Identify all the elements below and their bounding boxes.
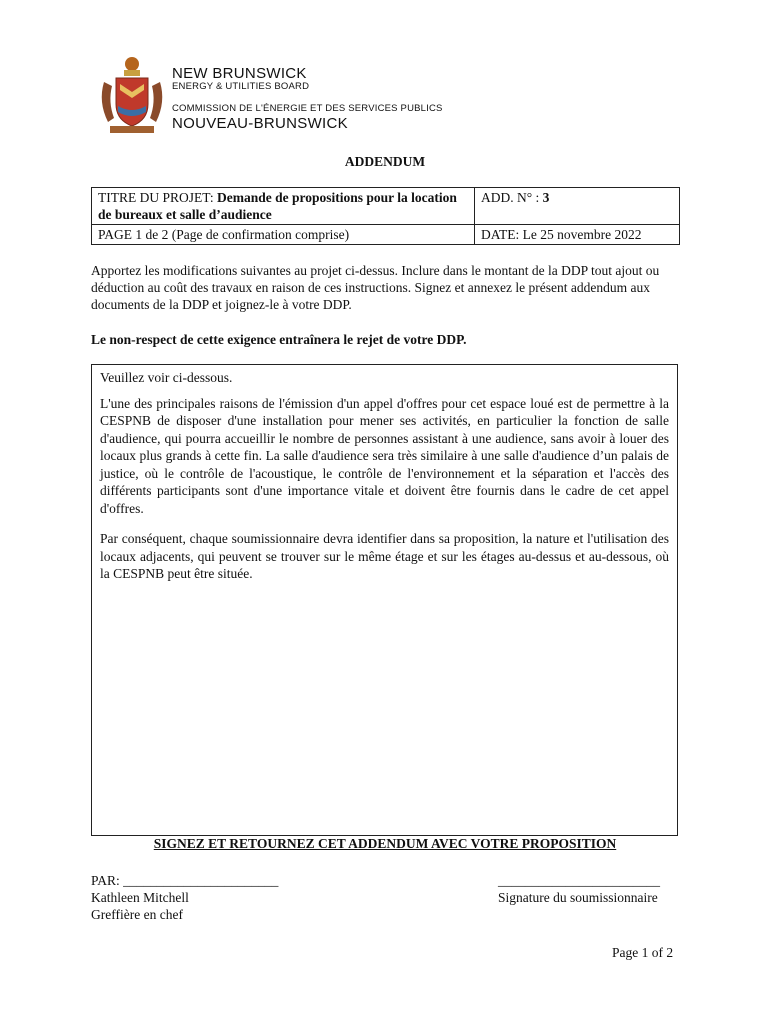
org-name-fr: COMMISSION DE L'ÉNERGIE ET DES SERVICES PUBLICS (172, 103, 443, 114)
issuer-name: Kathleen Mitchell (91, 890, 189, 905)
content-box (91, 364, 678, 836)
sign-instruction: SIGNEZ ET RETOURNEZ CET ADDENDUM AVEC VOTRE PROPOSITION (153, 836, 617, 851)
date-cell: DATE: Le 25 novembre 2022 (475, 225, 680, 245)
body-paragraph-1: Veuillez voir ci-dessous. (100, 370, 233, 385)
add-label: ADD. N° : (481, 190, 543, 205)
page-count-cell: PAGE 1 de 2 (Page de confirmation comprise) (92, 225, 475, 245)
issuer-role: Greffière en chef (91, 907, 183, 922)
document-title: ADDENDUM (344, 154, 426, 169)
add-value: 3 (542, 190, 550, 205)
project-info-table (91, 187, 680, 245)
project-title-cell (92, 188, 475, 225)
org-name-en: NEW BRUNSWICK (172, 65, 307, 82)
issuer-block (91, 872, 278, 923)
project-label: TITRE DU PROJET: (98, 190, 217, 205)
bidder-signature-line: ________________________ (498, 873, 660, 888)
org-subtitle-en: ENERGY & UTILITIES BOARD (172, 81, 310, 92)
project-name: Demande de propositions pour la location de bureaux et salle d’audience (98, 190, 457, 222)
warning-text: Le non-respect de cette exigence entraînera le rejet de votre DDP. (91, 332, 467, 347)
bidder-signature-block (498, 872, 660, 906)
addendum-number-cell (475, 188, 680, 225)
body-paragraph-2: L'une des principales raisons de l'émission d'un appel d'offres pour cet espace loué est de permettre à la CESPNB de disposer d'une installation pour mener ses activités, en particulier la fonction de salle d'audience, qui pourra accueillir le nombre de personnes assistant à une audience, sans avoir à louer des locaux plus grands à cette fin. La salle d'audience sera très similaire à une salle d'audience d’un palais de justice, où le contrôle de l'acoustique, le contrôle de l'environnement et la séparation et l'accès des différents participants sont d'une importance vitale et doivent être fournis dans le cadre de cet appel d'offres. (100, 395, 669, 516)
intro-paragraph: Apportez les modifications suivantes au projet ci-dessus. Inclure dans le montant de la DDP tout ajout ou déduction au coût des travaux en raison de ces instructions. Signez et annexez le présent addendum aux documents de la DDP et joignez-le à votre DDP. (91, 263, 660, 312)
organization-name (172, 66, 443, 132)
page-number: Page 1 of 2 (612, 945, 674, 960)
coat-of-arms-logo (96, 52, 168, 136)
bidder-signature-label: Signature du soumissionnaire (498, 890, 658, 905)
org-subtitle-fr: NOUVEAU-BRUNSWICK (172, 115, 348, 132)
par-signature-line: PAR: _______________________ (91, 873, 279, 888)
body-paragraph-3: Par conséquent, chaque soumissionnaire devra identifier dans sa proposition, la nature et l'utilisation des locaux adjacents, qui peuvent se trouver sur le même étage et sur les étages au-dessus et au-dessous, où la CESPNB peut être située. (100, 531, 669, 581)
